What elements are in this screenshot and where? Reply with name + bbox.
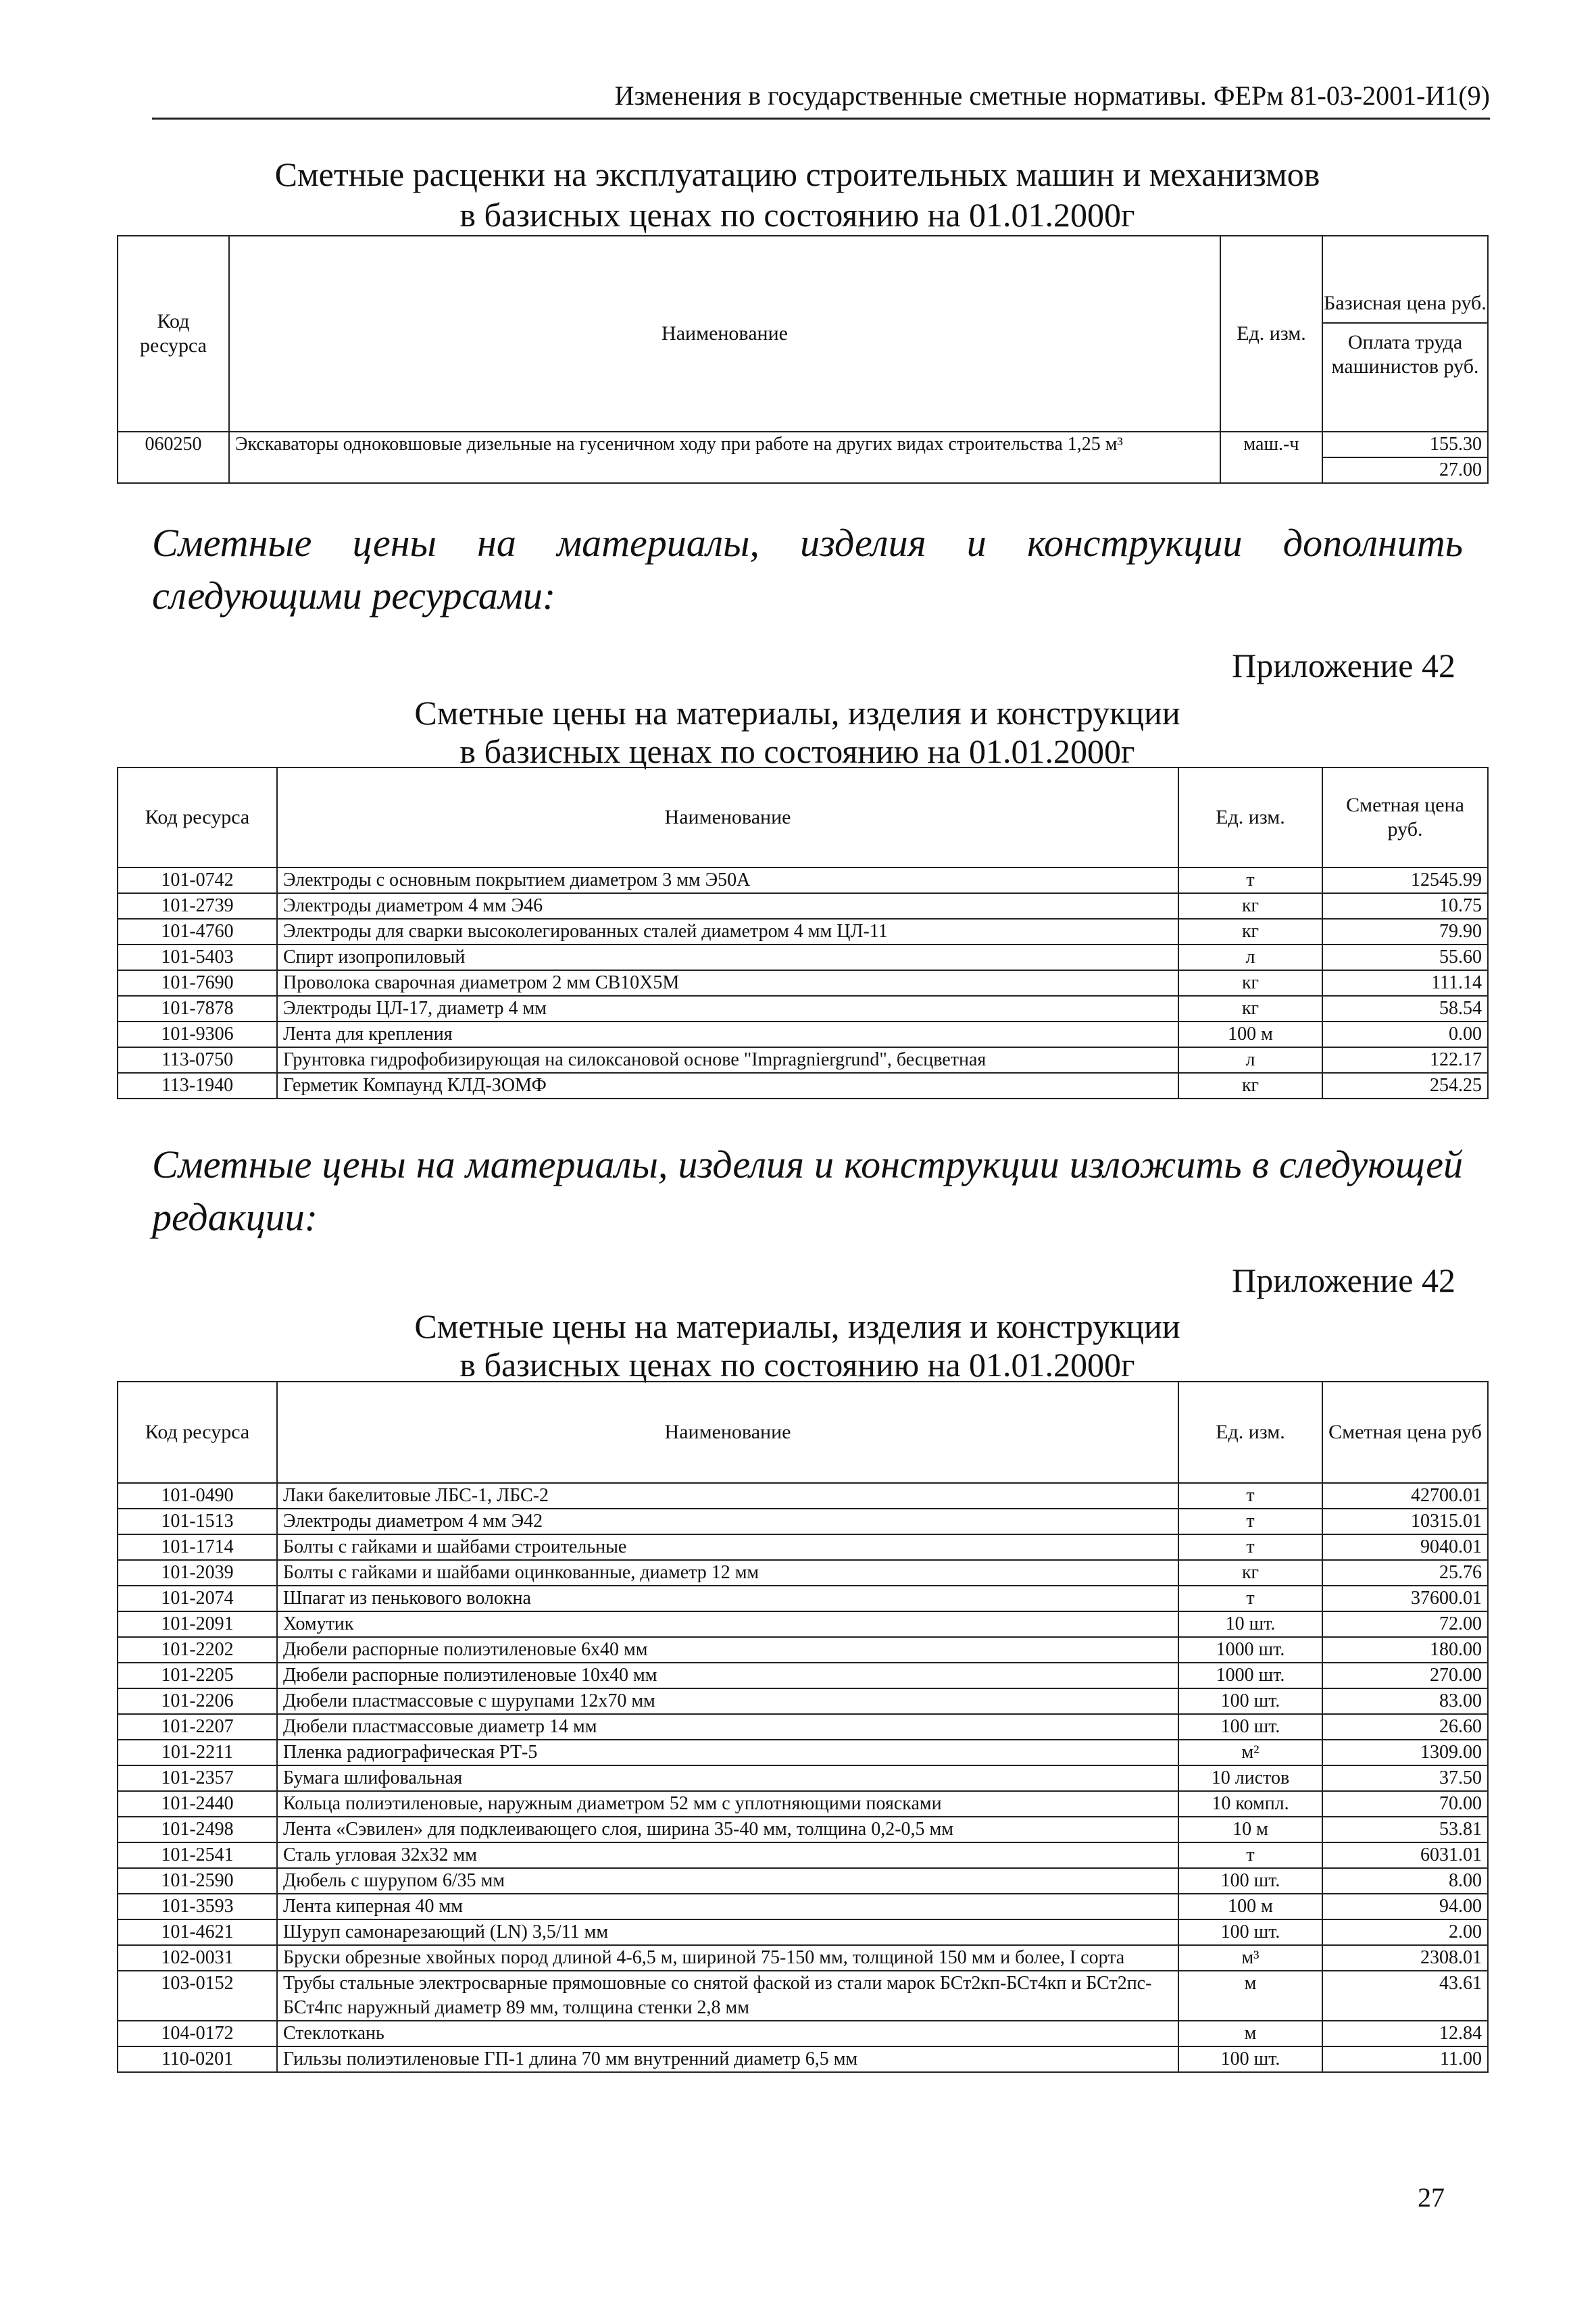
resource-code: 102-0031 — [118, 1945, 277, 1971]
resource-unit: кг — [1178, 1560, 1322, 1586]
table-row — [118, 970, 1488, 996]
resource-code: 101-2207 — [118, 1714, 277, 1740]
section1-appendix: Приложение 42 — [1232, 647, 1455, 684]
table-row — [118, 1894, 1488, 1919]
table-row — [118, 1714, 1488, 1740]
table-row — [118, 1842, 1488, 1868]
resource-name: Дюбели распорные полиэтиленовые 10х40 мм — [277, 1663, 1178, 1688]
resource-price: 8.00 — [1322, 1868, 1488, 1894]
resource-price: 254.25 — [1322, 1073, 1488, 1099]
resource-price: 58.54 — [1322, 996, 1488, 1022]
resource-name: Бумага шлифовальная — [277, 1765, 1178, 1791]
resource-price: 55.60 — [1322, 945, 1488, 970]
resource-price: 79.90 — [1322, 919, 1488, 945]
machines-title-line1: Сметные расценки на эксплуатацию строительных машин и механизмов — [274, 155, 1320, 193]
resource-code: 103-0152 — [118, 1971, 277, 2021]
resource-price: 0.00 — [1322, 1022, 1488, 1047]
resource-unit: 100 шт. — [1178, 2046, 1322, 2072]
resource-unit: кг — [1178, 996, 1322, 1022]
resource-unit: л — [1178, 1047, 1322, 1073]
table-row — [118, 996, 1488, 1022]
resource-name: Дюбель с шурупом 6/35 мм — [277, 1868, 1178, 1894]
resource-code: 101-2541 — [118, 1842, 277, 1868]
t1-col-unit: Ед. изм. — [1178, 768, 1322, 867]
resource-code: 101-3593 — [118, 1894, 277, 1919]
table-row — [118, 893, 1488, 919]
resource-name: Бруски обрезные хвойных пород длиной 4-6,5 м, шириной 75-150 мм, толщиной 150 мм и более, I сорта — [277, 1945, 1178, 1971]
resource-unit: 100 шт. — [1178, 1688, 1322, 1714]
table-row — [118, 867, 1488, 893]
resource-price: 10315.01 — [1322, 1509, 1488, 1534]
machines-col-unit: Ед. изм. — [1220, 236, 1322, 432]
resource-code: 101-1714 — [118, 1534, 277, 1560]
resource-code: 101-2211 — [118, 1740, 277, 1765]
resource-name: Трубы стальные электросварные прямошовные со снятой фаской из стали марок БСт2кп-БСт4кп и БСт2пс-БСт4пс наружный диаметр 89 мм, толщина стенки 2,8 мм — [277, 1971, 1178, 2021]
resource-price: 10.75 — [1322, 893, 1488, 919]
resource-name: Хомутик — [277, 1611, 1178, 1637]
resource-price: 25.76 — [1322, 1560, 1488, 1586]
resource-code: 101-1513 — [118, 1509, 277, 1534]
resource-price: 1309.00 — [1322, 1740, 1488, 1765]
resource-name: Экскаваторы одноковшовые дизельные на гусеничном ходу при работе на других видах строительства 1,25 м³ — [229, 432, 1220, 483]
table-row — [118, 919, 1488, 945]
machines-title-line2: в базисных ценах по состоянию на 01.01.2000г — [459, 196, 1135, 234]
resource-code: 060250 — [118, 432, 229, 483]
resource-price: 11.00 — [1322, 2046, 1488, 2072]
resource-price: 83.00 — [1322, 1688, 1488, 1714]
resource-unit: 100 м — [1178, 1894, 1322, 1919]
resource-code: 104-0172 — [118, 2021, 277, 2046]
resource-unit: 10 листов — [1178, 1765, 1322, 1791]
resource-name: Сталь угловая 32х32 мм — [277, 1842, 1178, 1868]
resource-code: 110-0201 — [118, 2046, 277, 2072]
resource-price: 43.61 — [1322, 1971, 1488, 2021]
resource-name: Герметик Компаунд КЛД-ЗОМФ — [277, 1073, 1178, 1099]
instruction2-line1: Сметные цены на материалы, изделия и конструкции изложить в следующей — [152, 1142, 1463, 1186]
resource-code: 101-2206 — [118, 1688, 277, 1714]
resource-unit: т — [1178, 1842, 1322, 1868]
resource-code: 101-0490 — [118, 1483, 277, 1509]
base-price: 155.30 — [1323, 432, 1487, 458]
resource-code: 113-1940 — [118, 1073, 277, 1099]
resource-unit: маш.-ч — [1220, 432, 1322, 483]
resource-code: 101-2039 — [118, 1560, 277, 1586]
resource-unit: 1000 шт. — [1178, 1637, 1322, 1663]
resource-price: 122.17 — [1322, 1047, 1488, 1073]
resource-price: 12545.99 — [1322, 867, 1488, 893]
table-row — [118, 1509, 1488, 1534]
resource-name: Электроды с основным покрытием диаметром 3 мм Э50А — [277, 867, 1178, 893]
table-row — [118, 1047, 1488, 1073]
machines-table — [117, 235, 1489, 484]
resource-name: Лента «Сэвилен» для подклеивающего слоя, ширина 35-40 мм, толщина 0,2-0,5 мм — [277, 1817, 1178, 1842]
resource-code: 101-4760 — [118, 919, 277, 945]
table-row — [118, 432, 1488, 483]
table-row — [118, 1817, 1488, 1842]
resource-code: 101-2498 — [118, 1817, 277, 1842]
resource-unit: 100 м — [1178, 1022, 1322, 1047]
resource-name: Спирт изопропиловый — [277, 945, 1178, 970]
resource-name: Электроды для сварки высоколегированных сталей диаметром 4 мм ЦЛ-11 — [277, 919, 1178, 945]
resource-name: Болты с гайками и шайбами строительные — [277, 1534, 1178, 1560]
table-row — [118, 1611, 1488, 1637]
table-row — [118, 2021, 1488, 2046]
resource-name: Пленка радиографическая РТ-5 — [277, 1740, 1178, 1765]
resource-code: 101-2440 — [118, 1791, 277, 1817]
resource-unit: м² — [1178, 1740, 1322, 1765]
t1-col-price: Сметная цена руб. — [1322, 768, 1488, 867]
resource-unit: м³ — [1178, 1945, 1322, 1971]
resource-code: 101-2091 — [118, 1611, 277, 1637]
resource-price: 6031.01 — [1322, 1842, 1488, 1868]
resource-unit: т — [1178, 1509, 1322, 1534]
resource-unit: м — [1178, 2021, 1322, 2046]
resource-name: Лента киперная 40 мм — [277, 1894, 1178, 1919]
resource-unit: л — [1178, 945, 1322, 970]
resource-unit: кг — [1178, 893, 1322, 919]
resource-price: 72.00 — [1322, 1611, 1488, 1637]
resource-code: 101-2205 — [118, 1663, 277, 1688]
section2-appendix: Приложение 42 — [1232, 1261, 1455, 1299]
resource-unit: 10 компл. — [1178, 1791, 1322, 1817]
table-row — [118, 1637, 1488, 1663]
resource-unit: 1000 шт. — [1178, 1663, 1322, 1688]
resource-unit: м — [1178, 1971, 1322, 2021]
resource-name: Электроды диаметром 4 мм Э42 — [277, 1509, 1178, 1534]
wage-price: 27.00 — [1439, 459, 1482, 480]
t2-col-price: Сметная цена руб — [1322, 1382, 1488, 1483]
resource-name: Дюбели пластмассовые с шурупами 12х70 мм — [277, 1688, 1178, 1714]
table-row — [118, 1740, 1488, 1765]
resource-name: Гильзы полиэтиленовые ГП-1 длина 70 мм внутренний диаметр 6,5 мм — [277, 2046, 1178, 2072]
resource-code: 113-0750 — [118, 1047, 277, 1073]
instruction2-line2: редакции: — [152, 1195, 318, 1239]
resource-name: Дюбели распорные полиэтиленовые 6х40 мм — [277, 1637, 1178, 1663]
machines-col-price — [1322, 236, 1488, 432]
materials-add-table — [117, 767, 1489, 1099]
resource-price: 180.00 — [1322, 1637, 1488, 1663]
resource-code: 101-4621 — [118, 1919, 277, 1945]
resource-price: 2.00 — [1322, 1919, 1488, 1945]
resource-unit: 10 м — [1178, 1817, 1322, 1842]
resource-price: 37600.01 — [1322, 1586, 1488, 1611]
table-row — [118, 1971, 1488, 2021]
resource-unit: т — [1178, 1483, 1322, 1509]
resource-price: 53.81 — [1322, 1817, 1488, 1842]
t1-col-code: Код ресурса — [118, 768, 277, 867]
machines-col-code: Код ресурса — [118, 236, 229, 432]
resource-name: Кольца полиэтиленовые, наружным диаметром 52 мм с уплотняющими поясками — [277, 1791, 1178, 1817]
t1-col-name: Наименование — [277, 768, 1178, 867]
resource-price: 42700.01 — [1322, 1483, 1488, 1509]
table-row — [118, 2046, 1488, 2072]
resource-unit: кг — [1178, 919, 1322, 945]
table-row — [118, 1919, 1488, 1945]
materials-replace-table — [117, 1381, 1489, 2073]
resource-price: 26.60 — [1322, 1714, 1488, 1740]
instruction1-line1: Сметные цены на материалы, изделия и конструкции дополнить — [152, 521, 1463, 565]
table-row — [118, 1073, 1488, 1099]
resource-code: 101-5403 — [118, 945, 277, 970]
resource-price: 2308.01 — [1322, 1945, 1488, 1971]
section1-title-line2: в базисных ценах по состоянию на 01.01.2000г — [459, 732, 1135, 770]
section1-title-line1: Сметные цены на материалы, изделия и конструкции — [414, 694, 1180, 732]
resource-price: 12.84 — [1322, 2021, 1488, 2046]
table-row — [118, 1586, 1488, 1611]
resource-name: Шпагат из пенькового волокна — [277, 1586, 1178, 1611]
resource-name: Лента для крепления — [277, 1022, 1178, 1047]
table-row — [118, 1560, 1488, 1586]
resource-code: 101-2590 — [118, 1868, 277, 1894]
section2-title-line2: в базисных ценах по состоянию на 01.01.2000г — [459, 1346, 1135, 1384]
resource-code: 101-2074 — [118, 1586, 277, 1611]
resource-name: Проволока сварочная диаметром 2 мм СВ10Х5М — [277, 970, 1178, 996]
machines-col-name: Наименование — [229, 236, 1220, 432]
resource-name: Дюбели пластмассовые диаметр 14 мм — [277, 1714, 1178, 1740]
resource-prices — [1322, 432, 1488, 483]
table-row — [118, 1791, 1488, 1817]
resource-unit: т — [1178, 1586, 1322, 1611]
resource-price: 94.00 — [1322, 1894, 1488, 1919]
resource-unit: 100 шт. — [1178, 1868, 1322, 1894]
resource-code: 101-2739 — [118, 893, 277, 919]
table-row — [118, 1483, 1488, 1509]
resource-price: 70.00 — [1322, 1791, 1488, 1817]
resource-name: Стеклоткань — [277, 2021, 1178, 2046]
resource-name: Электроды ЦЛ-17, диаметр 4 мм — [277, 996, 1178, 1022]
resource-name: Лаки бакелитовые ЛБС-1, ЛБС-2 — [277, 1483, 1178, 1509]
resource-code: 101-0742 — [118, 867, 277, 893]
resource-name: Электроды диаметром 4 мм Э46 — [277, 893, 1178, 919]
resource-unit: кг — [1178, 970, 1322, 996]
resource-code: 101-2357 — [118, 1765, 277, 1791]
t2-col-unit: Ед. изм. — [1178, 1382, 1322, 1483]
table-row — [118, 1868, 1488, 1894]
resource-unit: 10 шт. — [1178, 1611, 1322, 1637]
resource-price: 37.50 — [1322, 1765, 1488, 1791]
resource-code: 101-2202 — [118, 1637, 277, 1663]
resource-unit: т — [1178, 1534, 1322, 1560]
resource-price: 111.14 — [1322, 970, 1488, 996]
resource-price: 9040.01 — [1322, 1534, 1488, 1560]
resource-code: 101-9306 — [118, 1022, 277, 1047]
table-row — [118, 1765, 1488, 1791]
resource-code: 101-7878 — [118, 996, 277, 1022]
running-header: Изменения в государственные сметные нормативы. ФЕРм 81-03-2001-И1(9) — [152, 76, 1490, 120]
table-row — [118, 1663, 1488, 1688]
table-row — [118, 1688, 1488, 1714]
table-row — [118, 1945, 1488, 1971]
instruction1-line2: следующими ресурсами: — [152, 574, 556, 618]
resource-unit: т — [1178, 867, 1322, 893]
resource-code: 101-7690 — [118, 970, 277, 996]
t2-col-name: Наименование — [277, 1382, 1178, 1483]
resource-unit: 100 шт. — [1178, 1714, 1322, 1740]
table-row — [118, 1534, 1488, 1560]
table-row — [118, 945, 1488, 970]
resource-unit: кг — [1178, 1073, 1322, 1099]
resource-name: Болты с гайками и шайбами оцинкованные, диаметр 12 мм — [277, 1560, 1178, 1586]
resource-name: Грунтовка гидрофобизирующая на силоксановой основе "Impragniergrund", бесцветная — [277, 1047, 1178, 1073]
page-number: 27 — [1418, 2182, 1445, 2213]
resource-price: 270.00 — [1322, 1663, 1488, 1688]
section2-title-line1: Сметные цены на материалы, изделия и конструкции — [414, 1307, 1180, 1345]
resource-unit: 100 шт. — [1178, 1919, 1322, 1945]
resource-name: Шуруп самонарезающий (LN) 3,5/11 мм — [277, 1919, 1178, 1945]
table-row — [118, 1022, 1488, 1047]
machines-col-wage: Оплата труда машинистов руб. — [1331, 331, 1479, 378]
t2-col-code: Код ресурса — [118, 1382, 277, 1483]
machines-col-base-price: Базисная цена руб. — [1323, 286, 1487, 324]
